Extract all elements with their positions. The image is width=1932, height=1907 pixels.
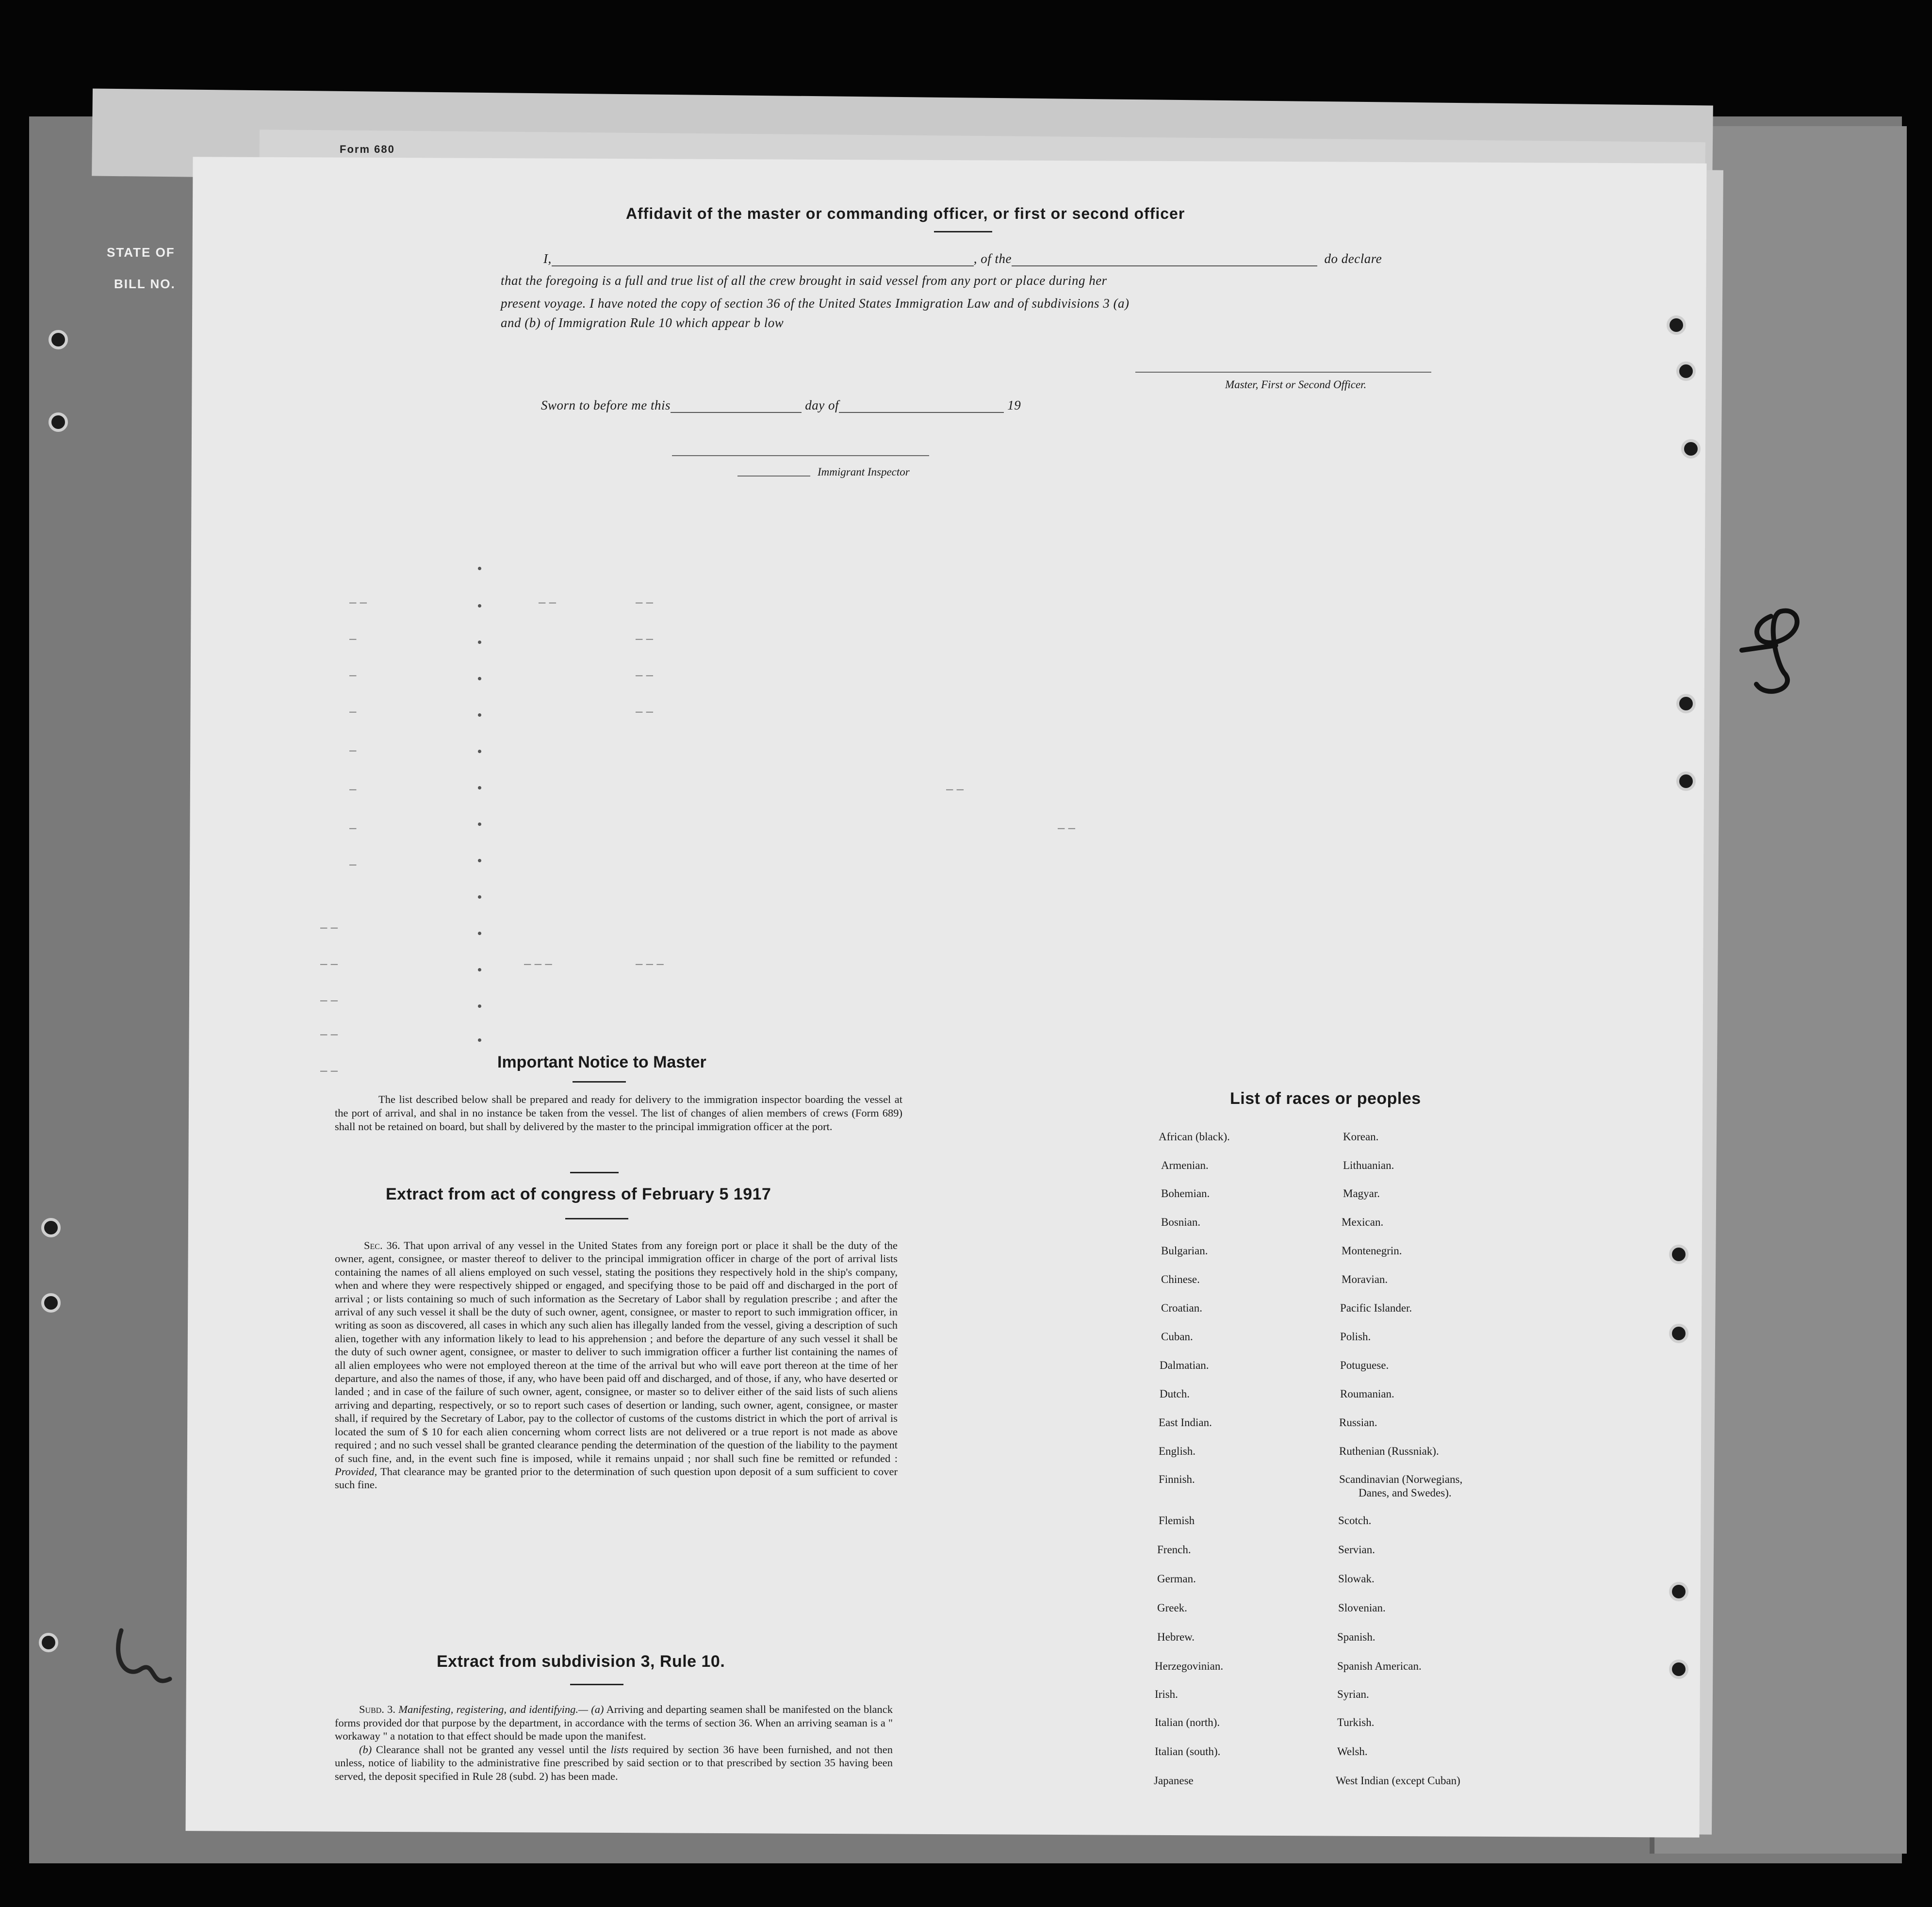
inspector-caption: Immigrant Inspector: [818, 466, 910, 478]
show-through-marks: – – –: [636, 956, 664, 970]
show-through-marks: – –: [320, 920, 338, 934]
race-left: Italian (south).: [1155, 1745, 1221, 1758]
show-through-marks: – –: [539, 594, 557, 609]
race-right: Servian.: [1338, 1544, 1375, 1556]
race-left: African (black).: [1159, 1131, 1230, 1143]
show-through-marks: –: [349, 856, 357, 871]
rule-10-paragraph-b: [335, 1743, 893, 1783]
race-right: Ruthenian (Russniak).: [1339, 1445, 1439, 1457]
binder-hole-icon: [49, 412, 68, 432]
show-through-dot: [478, 641, 481, 644]
race-right: Spanish.: [1337, 1631, 1375, 1643]
subd-a-body: Arriving and departing seamen shall be manifested on the blanck forms provided dor that purpose by the department, in accordance with the terms of section 36. When an arriving seaman is a " workaway " a notation to that effect should be made upon the manifest.: [335, 1703, 893, 1742]
race-left: Irish.: [1155, 1688, 1178, 1700]
affidavit-line-3: present voyage. I have noted the copy of section 36 of the United States Immigration Law and of subdivisions 3 (a): [501, 296, 1130, 311]
binder-hole-icon: [1669, 1660, 1688, 1679]
sworn-day-blank: [671, 412, 802, 413]
race-left: Cuban.: [1161, 1331, 1193, 1343]
race-right: Welsh.: [1337, 1745, 1368, 1758]
race-right: Slowak.: [1338, 1573, 1375, 1585]
race-right: Pacific Islander.: [1340, 1302, 1412, 1314]
show-through-dot: [478, 932, 481, 935]
show-through-marks: – –: [636, 667, 654, 682]
race-left: Bulgarian.: [1161, 1245, 1208, 1257]
affidavit-i: I,: [543, 251, 552, 266]
race-right: Montenegrin.: [1342, 1245, 1402, 1257]
folder-label-bill: BILL NO.: [114, 277, 176, 291]
binder-hole-icon: [1667, 315, 1686, 335]
subd-a-label: (a): [591, 1703, 604, 1715]
race-left: Herzegovinian.: [1155, 1660, 1224, 1672]
race-right: Moravian.: [1342, 1273, 1388, 1285]
show-through-dot: [478, 713, 481, 717]
race-right: Lithuanian.: [1343, 1159, 1394, 1171]
race-right: Roumanian.: [1340, 1388, 1394, 1400]
notice-separator: [570, 1172, 619, 1173]
show-through-marks: – – –: [524, 956, 552, 970]
section-36-label: Sec. 36.: [364, 1239, 400, 1251]
binder-hole-icon: [39, 1633, 58, 1652]
section-36-body: That upon arrival of any vessel in the United States from any foreign port or place it shall be the duty of the owner, agent, consignee, or master thereof to deliver to the principal immigration officer in charge of the port of arrival lists containing the names of all aliens employed on such vessel, stating the positions they respectively hold in the ship's company, when and where they were respectively shipped or engaged, and specifying those to be paid off and discharged in the port of arrival ; or lists containing so much of such information as the Secretary of Labor shall by regulation prescribe ; and after the arrival of any such vessel it shall be the duty of such owner, agent, consignee, or master to report to such immigration officer, in writing as soon as discovered, all cases in which any such alien has illegally landed from the vessel, giving a description of such alien, together with any information likely to lead to his apprehension ; and before the departure of any such vessel it shall be the duty of such owner agent, consignee, or master to deliver to such immigration officer a further list containing the names of all alien employees who were not employed thereon at the time of the arrival but who will eave port thereon at the time of her departure, and also the names of those, if any, who have been paid off and discharged, and of those, if any, who have deserted or landed ; and in case of the failure of such owner, agent, consignee, or master so to deliver either of the said lists of such aliens arriving and departing, respectively, or so to report such cases of desertion or landing, such owner, agent, consignee, or master shall, if required by the Secretary of Labor, pay to the collector of customs of the customs district in which the port of arrival is located the sum of $ 10 for each alien concerning whom correct lists are not delivered or a true report is not made as above required ; and no such vessel shall be granted clearance pending the determination of the question of the liability to the payment of such fine, and, in the event such fine is imposed, while it remains unpaid ; nor shall such fine be remitted or refunded :: [335, 1239, 898, 1464]
section-36-proviso-label: Provided,: [335, 1465, 377, 1478]
form-number: Form 680: [340, 143, 395, 155]
show-through-marks: – –: [946, 781, 964, 796]
race-left: Dutch.: [1160, 1388, 1190, 1400]
show-through-dot: [478, 1004, 481, 1008]
affidavit-do-declare: do declare: [1324, 251, 1382, 266]
race-right: Scotch.: [1338, 1514, 1372, 1527]
show-through-dot: [478, 750, 481, 753]
race-right: Slovenian.: [1338, 1602, 1386, 1614]
affidavit-line-4: and (b) of Immigration Rule 10 which appear b low: [501, 315, 784, 330]
section-36-proviso: That clearance may be granted prior to the determination of such question upon deposit of a sum sufficient to cover such fine.: [335, 1465, 898, 1491]
race-left: Italian (north).: [1155, 1716, 1220, 1728]
show-through-dot: [478, 677, 481, 680]
show-through-marks: – –: [349, 594, 367, 609]
subd-b-start: Clearance shall not be granted any vessel until the: [376, 1743, 606, 1756]
race-left: Finnish.: [1159, 1473, 1195, 1485]
race-right: Russian.: [1339, 1416, 1377, 1429]
name-blank: [552, 265, 974, 266]
show-through-marks: –: [349, 742, 357, 757]
extract-act-title: Extract from act of congress of February 5 1917: [386, 1185, 771, 1203]
show-through-marks: – –: [320, 1063, 338, 1077]
race-left: Greek.: [1157, 1602, 1187, 1614]
race-right: Mexican.: [1342, 1216, 1384, 1228]
sworn-text: Sworn to before me this: [541, 398, 671, 412]
show-through-marks: – –: [320, 1026, 338, 1041]
show-through-marks: – –: [320, 956, 338, 970]
affidavit-title: Affidavit of the master or commanding officer, or first or second officer: [626, 205, 1185, 222]
binder-hole-icon: [41, 1218, 61, 1237]
subd-b-label: (b): [359, 1743, 372, 1756]
race-right: Syrian.: [1337, 1688, 1369, 1700]
notice-body: The list described below shall be prepared and ready for delivery to the immigration inspector boarding the vessel at the port of arrival, and shal in no instance be taken from the vessel. The list of changes of alien members of crews (Form 689) shall not be retained on board, but shall by delivered by the master to the principal immigration officer at the port.: [335, 1093, 902, 1133]
show-through-dot: [478, 968, 481, 971]
show-through-marks: –: [349, 667, 357, 682]
race-right: Polish.: [1340, 1331, 1371, 1343]
subd-b-body: required by section 36 have been furnished, and not then unless, notice of liability to the administrative fine prescribed by said section or to that prescribed by section 35 having been served, the deposit specified in Rule 28 (subd. 2) has been made.: [335, 1743, 893, 1782]
race-right: Turkish.: [1337, 1716, 1375, 1728]
extract-act-rule: [565, 1218, 628, 1219]
show-through-dot: [478, 567, 481, 570]
binder-hole-icon: [1669, 1324, 1688, 1343]
race-left: Bohemian.: [1161, 1187, 1210, 1200]
race-right: Scandinavian (Norwegians,: [1339, 1473, 1463, 1485]
race-right: Magyar.: [1343, 1187, 1380, 1200]
binder-hole-icon: [1676, 772, 1696, 791]
race-right: Danes, and Swedes).: [1359, 1487, 1452, 1499]
race-right: Spanish American.: [1337, 1660, 1422, 1672]
inspector-signature-subline: [737, 476, 810, 477]
notice-rule: [573, 1081, 626, 1083]
show-through-dot: [478, 895, 481, 899]
affidavit-of-the: , of the: [973, 251, 1012, 266]
binder-hole-icon: [49, 330, 68, 349]
binder-hole-icon: [41, 1293, 61, 1313]
race-left: Bosnian.: [1161, 1216, 1201, 1228]
race-left: Chinese.: [1161, 1273, 1200, 1285]
race-left: East Indian.: [1159, 1416, 1212, 1429]
race-left: Japanese: [1154, 1775, 1194, 1787]
show-through-dot: [478, 859, 481, 862]
sworn-year: 19: [1007, 398, 1021, 412]
master-signature-line: [1135, 372, 1431, 373]
notice-title: Important Notice to Master: [497, 1053, 706, 1071]
handwritten-mark-icon: [107, 1621, 184, 1698]
subd-label: Subd. 3.: [359, 1703, 395, 1715]
rule-10-paragraph-a: [335, 1703, 893, 1743]
sworn-month-blank: [839, 412, 1004, 413]
show-through-marks: – –: [636, 704, 654, 718]
binder-hole-icon: [1669, 1245, 1688, 1264]
show-through-dot: [478, 604, 481, 608]
inspector-signature-line: [672, 455, 929, 456]
show-through-dot: [478, 1038, 481, 1042]
rule-10-text: [335, 1703, 893, 1783]
vessel-blank: [1012, 265, 1317, 266]
race-left: Hebrew.: [1157, 1631, 1195, 1643]
extract-rule-title: Extract from subdivision 3, Rule 10.: [437, 1652, 725, 1671]
affidavit-line-2: that the foregoing is a full and true list of all the crew brought in said vessel from any port or place during her: [501, 273, 1107, 288]
handwritten-mark-icon: [1737, 597, 1824, 708]
show-through-marks: – –: [320, 992, 338, 1007]
race-left: Armenian.: [1161, 1159, 1209, 1171]
show-through-marks: – –: [636, 631, 654, 645]
folder-label-state: STATE OF: [107, 245, 175, 260]
races-title: List of races or peoples: [1230, 1089, 1421, 1108]
race-left: French.: [1157, 1544, 1191, 1556]
race-left: English.: [1159, 1445, 1196, 1457]
show-through-marks: –: [349, 820, 357, 835]
extract-rule-rule: [570, 1684, 623, 1685]
binder-hole-icon: [1676, 362, 1696, 381]
master-signature-caption: Master, First or Second Officer.: [1225, 378, 1367, 391]
binder-hole-icon: [1681, 439, 1701, 459]
race-left: Flemish: [1159, 1514, 1195, 1527]
race-left: Croatian.: [1161, 1302, 1202, 1314]
show-through-marks: –: [349, 704, 357, 718]
show-through-marks: – –: [636, 594, 654, 609]
title-rule: [934, 231, 992, 232]
show-through-marks: –: [349, 781, 357, 796]
show-through-dot: [478, 822, 481, 826]
race-right: West Indian (except Cuban): [1336, 1775, 1460, 1787]
binder-hole-icon: [1676, 694, 1696, 713]
race-left: Dalmatian.: [1160, 1359, 1209, 1371]
show-through-marks: – –: [1058, 820, 1076, 835]
binder-hole-icon: [1669, 1582, 1688, 1601]
subd-heading: Manifesting, registering, and identifying.—: [398, 1703, 589, 1715]
show-through-dot: [478, 786, 481, 789]
show-through-marks: –: [349, 631, 357, 645]
sworn-day-of: day of: [805, 398, 839, 412]
race-right: Korean.: [1343, 1131, 1379, 1143]
sworn-line: [541, 398, 1021, 413]
race-left: German.: [1157, 1573, 1196, 1585]
race-right: Potuguese.: [1340, 1359, 1389, 1371]
section-36-text: [335, 1239, 898, 1492]
subd-b-lists: lists: [610, 1743, 628, 1756]
affidavit-declaration-line: [543, 251, 1382, 266]
